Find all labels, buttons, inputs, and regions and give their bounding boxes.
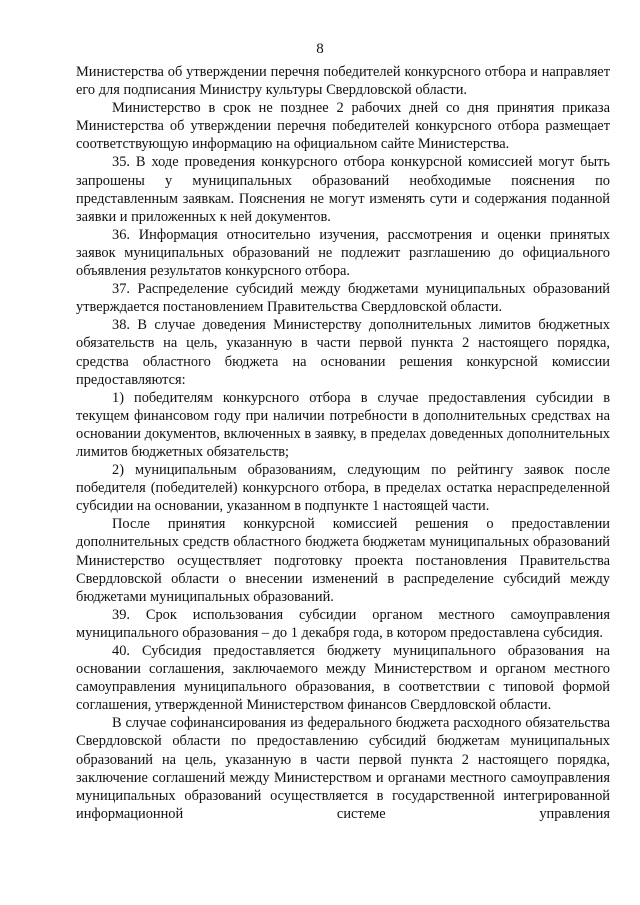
- subitem-2: 2) муниципальным образованиям, следующим по рейтингу заявок после победителя (победителей) конкурсного отбора, в пределах остатка нераспределенной субсидии на основании, указанном в подпункте 1 настоящей части.: [76, 462, 610, 515]
- paragraph-item-35: 35. В ходе проведения конкурсного отбора конкурсной комиссией могут быть запрошены у муниципальных образований необходимые пояснения по представленным заявкам. Пояснения не могут изменять сути и содержания поданной заявки и приложенных к ней документов.: [76, 154, 610, 225]
- paragraph-item-39: 39. Срок использования субсидии органом местного самоуправления муниципального образования – до 1 декабря года, в котором предоставлена субсидия.: [76, 606, 610, 641]
- paragraph-item-36: 36. Информация относительно изучения, рассмотрения и оценки принятых заявок муниципальных образований не подлежит разглашению до официального объявления результатов конкурсного отбора.: [76, 226, 610, 280]
- paragraph: После принятия конкурсной комиссией решения о предоставлении дополнительных средств областного бюджета бюджетам муниципальных образований Министерство осуществляет подготовку проекта постановления Правительства Свердловской области о внесении изменений в распределение субсидий между бюджетами муниципальных образований.: [76, 516, 610, 605]
- paragraph-item-37: 37. Распределение субсидий между бюджетами муниципальных образований утверждается постановлением Правительства Свердловской области.: [76, 281, 610, 316]
- paragraph-continued: В случае софинансирования из федерального бюджета расходного обязательства Свердловской области по предоставлению субсидий бюджетам муниципальных образований на цель, указанную в части первой пункта 2 настоящего порядка, заключение соглашений между Министерством и органами местного самоуправления муниципальных образований осуществляется в государственной интегрированной информационной системе управления: [76, 715, 610, 822]
- subitem-1: 1) победителям конкурсного отбора в случае предоставления субсидии в текущем финансовом году при наличии потребности в дополнительных средствах на основании документов, включенных в заявку, в пределах доведенных дополнительных лимитов бюджетных обязательств;: [76, 389, 610, 460]
- paragraph-item-38: 38. В случае доведения Министерству дополнительных лимитов бюджетных обязательств на цель, указанную в части первой пункта 2 настоящего порядка, средства областного бюджета на основании решения конкурсной комиссии предоставляются:: [76, 317, 610, 388]
- paragraph: Министерства об утверждении перечня победителей конкурсного отбора и направляет его для подписания Министру культуры Свердловской области.: [76, 64, 610, 99]
- paragraph: Министерство в срок не позднее 2 рабочих дней со дня принятия приказа Министерства об утверждении перечня победителей конкурсного отбора размещает соответствующую информацию на официальном сайте Министерства.: [76, 100, 610, 153]
- body-text: [76, 63, 610, 823]
- page-number: 8: [316, 41, 324, 57]
- paragraph-item-40: 40. Субсидия предоставляется бюджету муниципального образования на основании соглашения, заключаемого между Министерством и органом местного самоуправления муниципального образования, в соответствии с типовой формой соглашения, утвержденной Министерством финансов Свердловской области.: [76, 643, 610, 714]
